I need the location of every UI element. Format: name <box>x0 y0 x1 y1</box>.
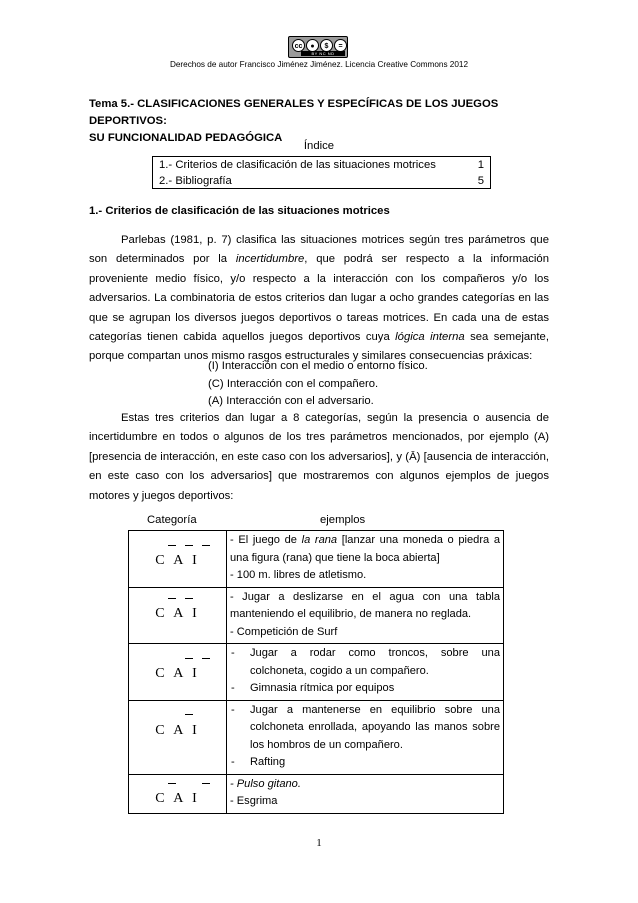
by-icon: ● <box>306 39 319 52</box>
index-row <box>159 157 484 173</box>
table-row <box>129 531 504 588</box>
example-item: - Jugar a mantenerse en equilibrio sobre una colchoneta enrollada, apoyando las manos sobre los hombros de un compañero. <box>230 702 500 755</box>
page-number: 1 <box>316 837 322 849</box>
category-cell <box>129 531 227 588</box>
category-code: C A I <box>155 722 200 738</box>
paragraph-2: Estas tres criterios dan lugar a 8 categorías, según la presencia o ausencia de incertidumbre en todos o algunos de los tres parámetros mencionados, por ejemplo (A) [presencia de interacción, en este caso con los adversarios], y (Ā) [ausencia de interacción, en este caso con los adversarios] que mostraremos con algunos ejemplos de juegos motores y juegos deportivos: <box>89 412 549 502</box>
category-code: C A I <box>155 605 200 621</box>
italic-term: lógica interna <box>395 331 465 344</box>
category-cell <box>129 587 227 644</box>
nd-icon: = <box>334 39 347 52</box>
paragraph-1: Parlebas (1981, p. 7) clasifica las situaciones motrices según tres parámetros que son determinados por la incertidumbre, que podrá ser respecto a la información proveniente medio físico, y/o respecto a la interacción con los compañeros y/o los adversarios. La combinatoria de estos criterios dan lugar a ocho grandes categorías en las que se agrupan los diversos juegos deportivos o tareas motrices. En cada una de estas categorías tienen cabida aquellos juegos deportivos cuya lógica interna sea semejante, porque compartan unos mismo rasgos estructurales y similares consecuencias práxicas: <box>89 234 550 363</box>
category-cell <box>129 644 227 701</box>
example-item: - Esgrima <box>230 795 278 807</box>
cc-icon: cc <box>292 39 305 52</box>
index-item-label: 2.- Bibliografía <box>159 175 232 187</box>
index-item-label: 1.- Criterios de clasificación de las situaciones motrices <box>159 159 436 171</box>
overbar-mark <box>185 598 193 599</box>
example-item: - Gimnasia rítmica por equipos <box>230 680 500 698</box>
examples-cell <box>227 644 504 701</box>
examples-cell <box>227 700 504 774</box>
index-item-page: 5 <box>477 175 484 187</box>
criterion-item: (A) Interacción con el adversario. <box>208 395 374 407</box>
examples-cell <box>227 774 504 813</box>
overbar-mark <box>168 783 176 784</box>
nc-icon: $ <box>320 39 333 52</box>
overbar-mark <box>168 545 176 546</box>
overbar-mark <box>202 545 210 546</box>
example-item: - Competición de Surf <box>230 625 338 638</box>
overbar-mark <box>202 783 210 784</box>
italic-term: incertidumbre <box>235 253 305 266</box>
category-code: C A I <box>155 553 200 568</box>
column-header-categoria: Categoría <box>147 514 197 526</box>
example-item: - Jugar a deslizarse en el agua con una tabla manteniendo el equilibrio, de manera no reglada. <box>230 590 500 620</box>
category-code: C A I <box>155 790 200 806</box>
example-item: - Jugar a rodar como troncos, sobre una colchoneta, cogido a un compañero. <box>230 645 500 680</box>
index-row <box>159 173 484 189</box>
section-heading: 1.- Criterios de clasificación de las situaciones motrices <box>89 205 390 217</box>
category-cell <box>129 774 227 813</box>
table-row <box>129 774 504 813</box>
example-item: - 100 m. libres de atletismo. <box>230 569 367 581</box>
table-row <box>129 644 504 701</box>
copyright-notice: Derechos de autor Francisco Jiménez Jiménez. Licencia Creative Commons 2012 <box>169 60 469 69</box>
category-table <box>128 530 504 814</box>
index-table <box>152 156 491 189</box>
criterion-item: (I) Interacción con el medio o entorno físico. <box>208 360 428 372</box>
overbar-mark <box>168 598 176 599</box>
example-item: - Pulso gitano. <box>230 777 301 790</box>
index-item-page: 1 <box>477 159 484 171</box>
examples-cell <box>227 531 504 588</box>
column-header-ejemplos: ejemplos <box>320 514 366 526</box>
title-line-2: SU FUNCIONALIDAD PEDAGÓGICA <box>89 132 283 144</box>
category-cell <box>129 700 227 774</box>
overbar-mark <box>185 714 193 715</box>
overbar-mark <box>185 545 193 546</box>
overbar-mark <box>185 658 193 659</box>
title-line-1: Tema 5.- CLASIFICACIONES GENERALES Y ESPECÍFICAS DE LOS JUEGOS DEPORTIVOS: <box>89 98 499 127</box>
table-row <box>129 700 504 774</box>
criteria-list <box>208 358 428 411</box>
table-row <box>129 587 504 644</box>
example-item: - Rafting <box>230 754 500 772</box>
overbar-mark <box>202 658 210 659</box>
example-item: - El juego de la rana [lanzar una moneda o piedra a una figura (rana) que tiene la boca abierta] <box>230 534 501 564</box>
cc-strip: BY NC ND <box>301 51 345 56</box>
creative-commons-badge <box>288 36 348 58</box>
examples-cell <box>227 587 504 644</box>
category-code: C A I <box>155 666 200 681</box>
index-heading: Índice <box>303 140 335 152</box>
criterion-item: (C) Interacción con el compañero. <box>208 377 379 390</box>
